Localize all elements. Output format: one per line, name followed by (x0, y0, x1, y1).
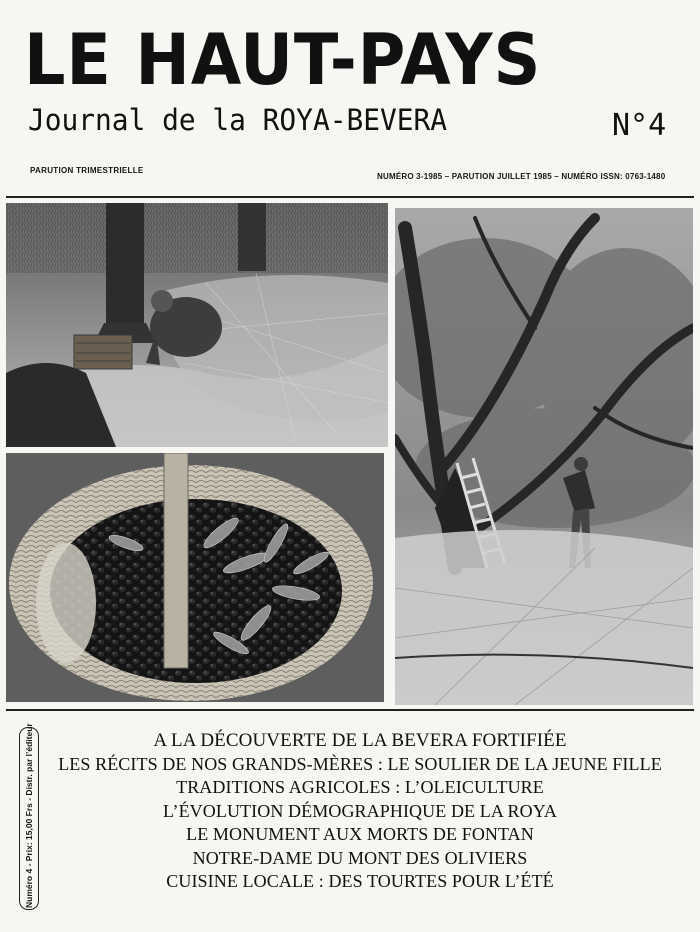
publication-frequency: PARUTION TRIMESTRIELLE (30, 166, 144, 175)
bottom-divider (6, 709, 694, 711)
photo-olive-basket (6, 453, 384, 702)
headline: A LA DÉCOUVERTE DE LA BEVERA FORTIFIÉE (153, 730, 567, 751)
masthead-title: LE HAUT-PAYS (24, 19, 542, 101)
headline: TRADITIONS AGRICOLES : L’OLEICULTURE (176, 777, 544, 797)
price-label-text: Numéro 4 - Prix: 15,00 Frs - Distr. par l’éditeur (24, 722, 34, 908)
headline: NOTRE-DAME DU MONT DES OLIVIERS (192, 847, 528, 868)
headline: CUISINE LOCALE : DES TOURTES POUR L’ÉTÉ (166, 871, 554, 891)
headline-list (40, 729, 680, 894)
masthead-subtitle: Journal de la ROYA-BEVERA (28, 103, 448, 137)
price-label (19, 722, 39, 910)
headline: LES RÉCITS DE NOS GRANDS-MÈRES : LE SOULIER DE LA JEUNE FILLE (58, 753, 662, 774)
photo-olive-tree-ladder (395, 208, 693, 705)
photo-olive-picker-nets (6, 203, 388, 447)
issue-number: N°4 (612, 108, 667, 143)
top-divider (6, 196, 694, 198)
publication-info: NUMÉRO 3-1985 – PARUTION JUILLET 1985 – NUMÉRO ISSN: 0763-1480 (377, 172, 666, 181)
headline: L’ÉVOLUTION DÉMOGRAPHIQUE DE LA ROYA (163, 800, 557, 821)
headline: LE MONUMENT AUX MORTS DE FONTAN (186, 824, 534, 844)
